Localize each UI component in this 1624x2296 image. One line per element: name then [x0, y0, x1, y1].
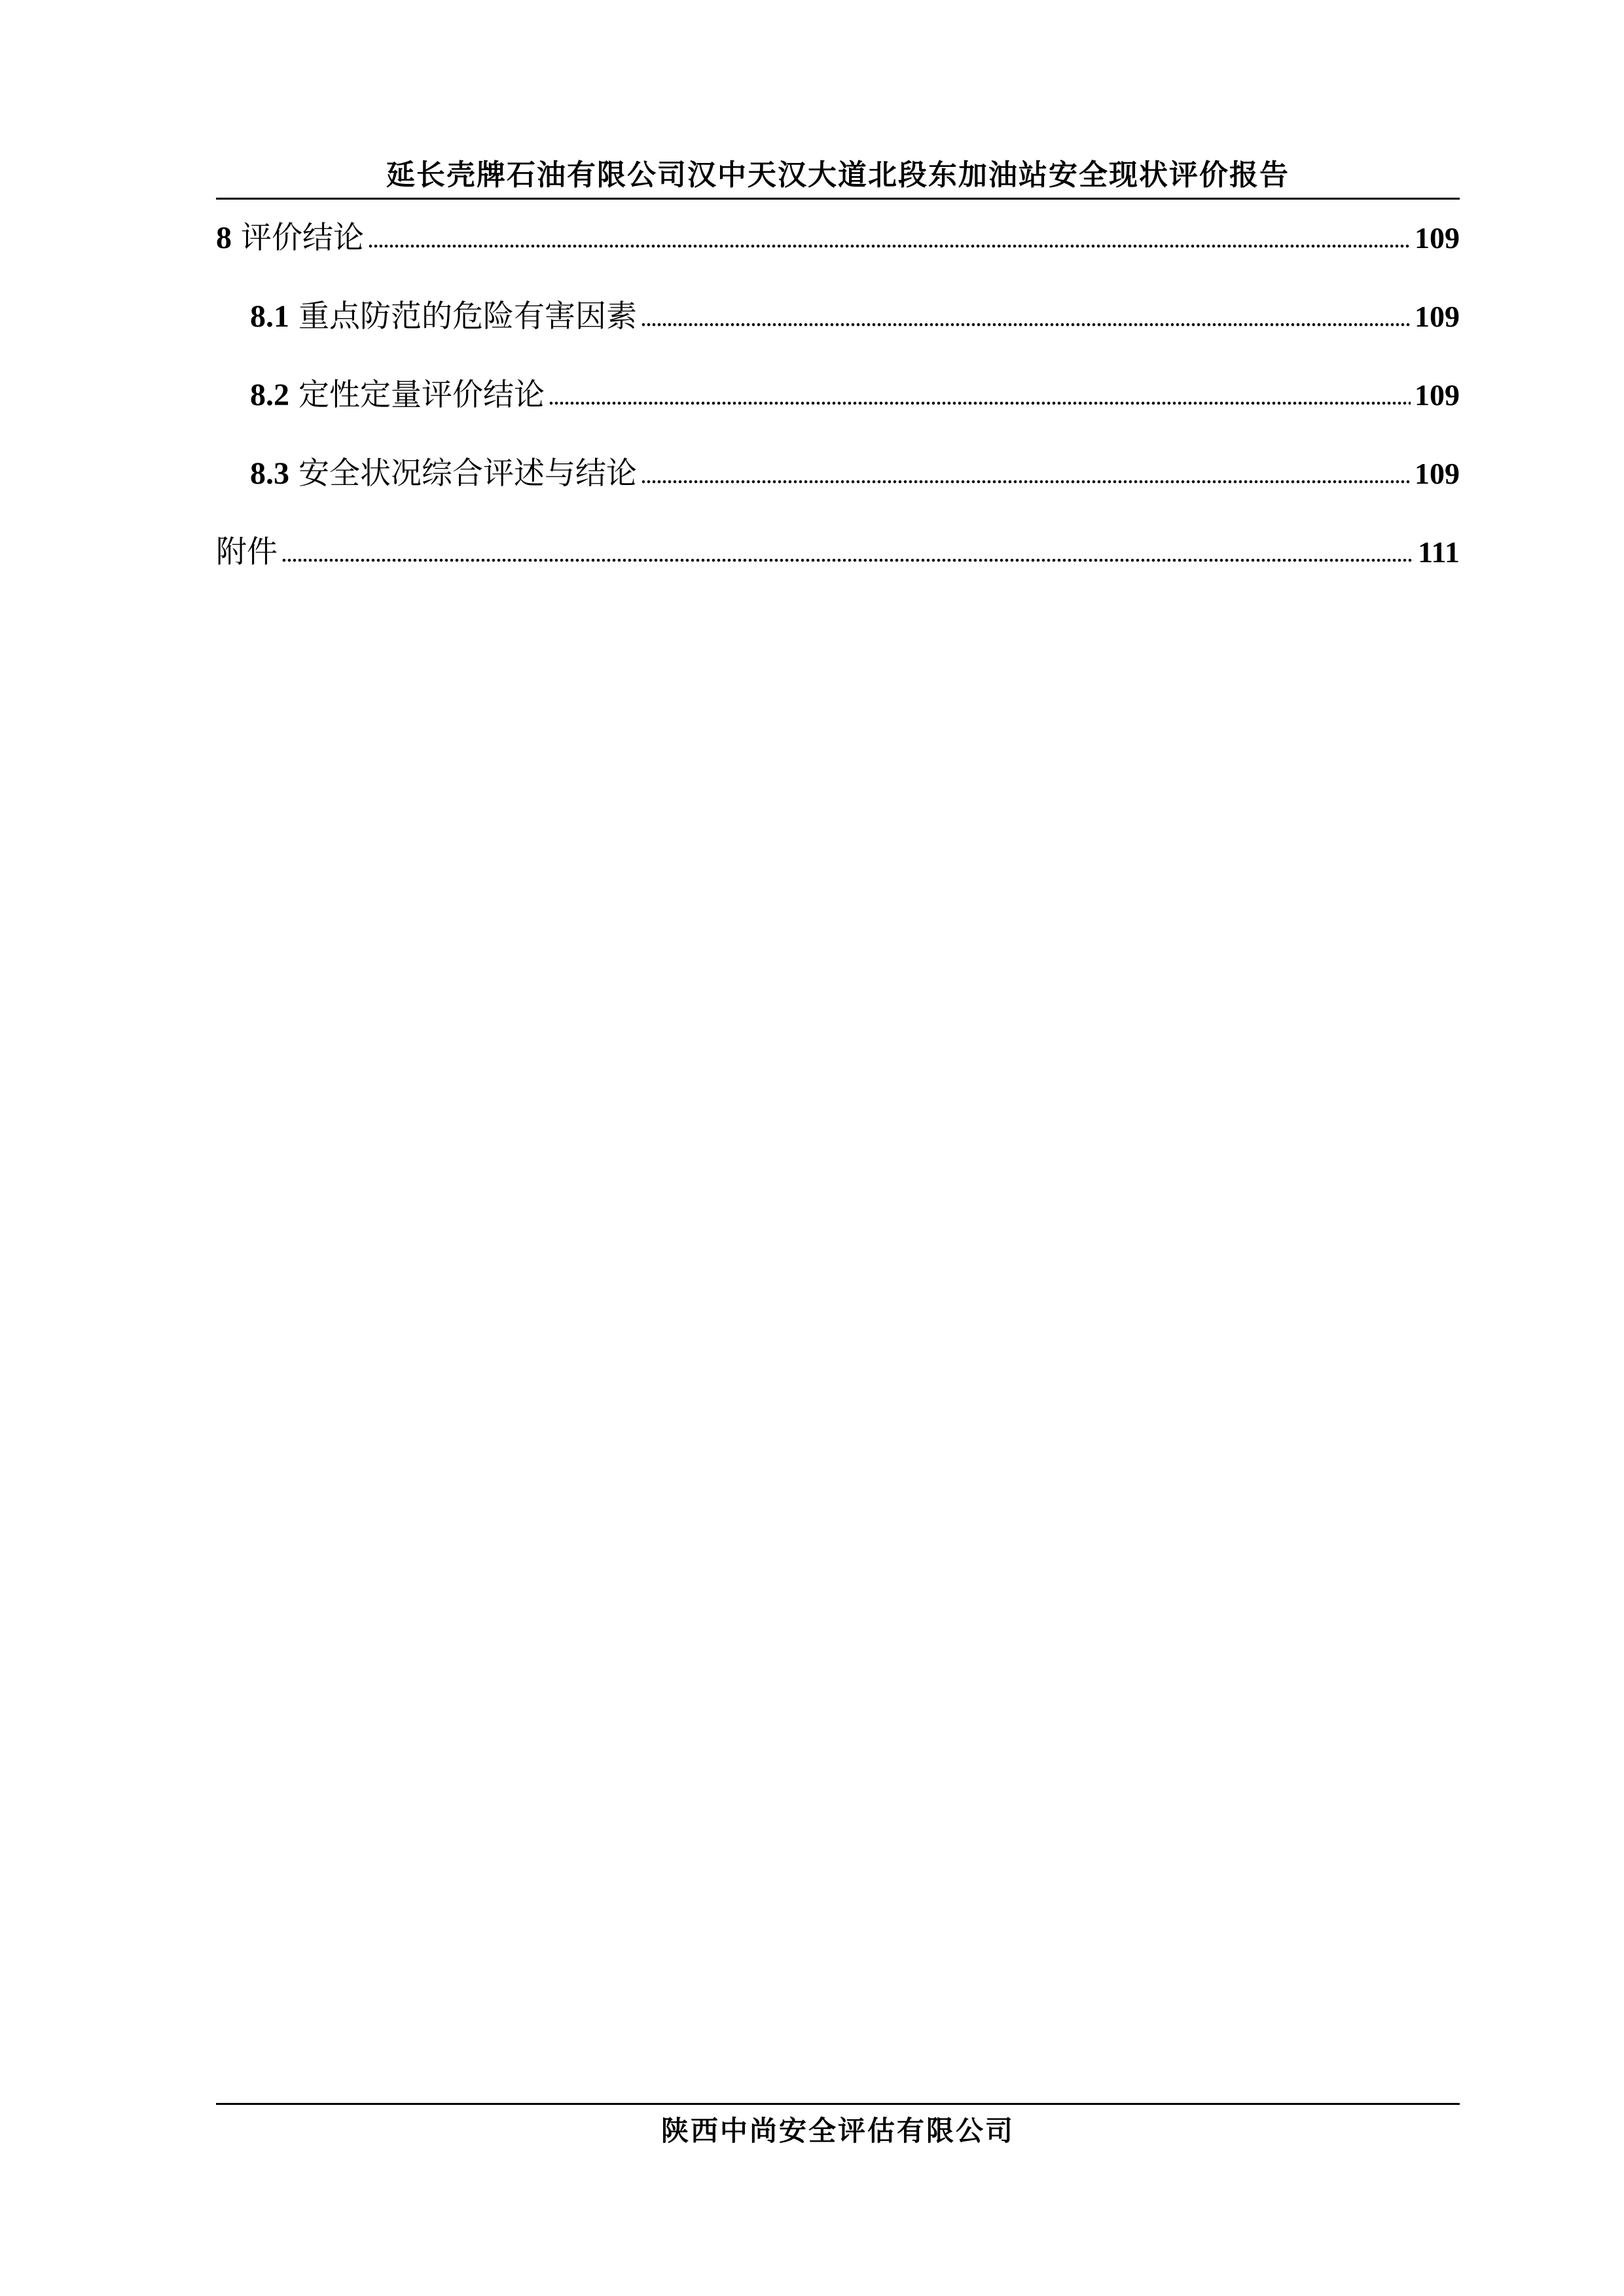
toc-entry-page: 109	[1415, 300, 1460, 333]
toc-entry-number: 8.1	[250, 299, 289, 334]
toc-entry-title: 安全状况综合评述与结论	[298, 456, 637, 492]
toc-entry-title: 附件	[216, 534, 278, 570]
toc-entry-title: 评价结论	[241, 220, 364, 256]
toc-entry-page: 109	[1415, 378, 1460, 412]
toc-dot-leader	[281, 556, 1414, 563]
toc-entry-appendix[interactable]	[216, 526, 1460, 579]
header-divider	[216, 198, 1460, 200]
toc-entry-title: 定性定量评价结论	[298, 377, 545, 413]
toc-entry-number: 8	[216, 221, 232, 255]
toc-entry-page: 109	[1415, 221, 1460, 255]
running-header-title: 延长壳牌石油有限公司汉中天汉大道北段东加油站安全现状评价报告	[386, 158, 1290, 192]
toc-entry-8-1[interactable]	[250, 291, 1460, 343]
toc-entry-title: 重点防范的危险有害因素	[298, 298, 637, 334]
toc-dot-leader	[641, 478, 1411, 484]
footer-divider	[216, 2103, 1460, 2105]
toc-entry-number: 8.2	[250, 378, 289, 412]
toc-entry-8[interactable]	[216, 212, 1460, 264]
toc-entry-8-2[interactable]	[250, 369, 1460, 422]
footer-company-name: 陕西中尚安全评估有限公司	[660, 2115, 1015, 2147]
toc-dot-leader	[549, 399, 1411, 406]
toc-entry-8-3[interactable]	[250, 448, 1460, 500]
toc-entry-page: 109	[1415, 457, 1460, 490]
toc-dot-leader	[368, 242, 1411, 249]
toc-entry-page: 111	[1418, 535, 1460, 569]
toc-dot-leader	[641, 321, 1411, 327]
toc-entry-number: 8.3	[250, 456, 289, 491]
